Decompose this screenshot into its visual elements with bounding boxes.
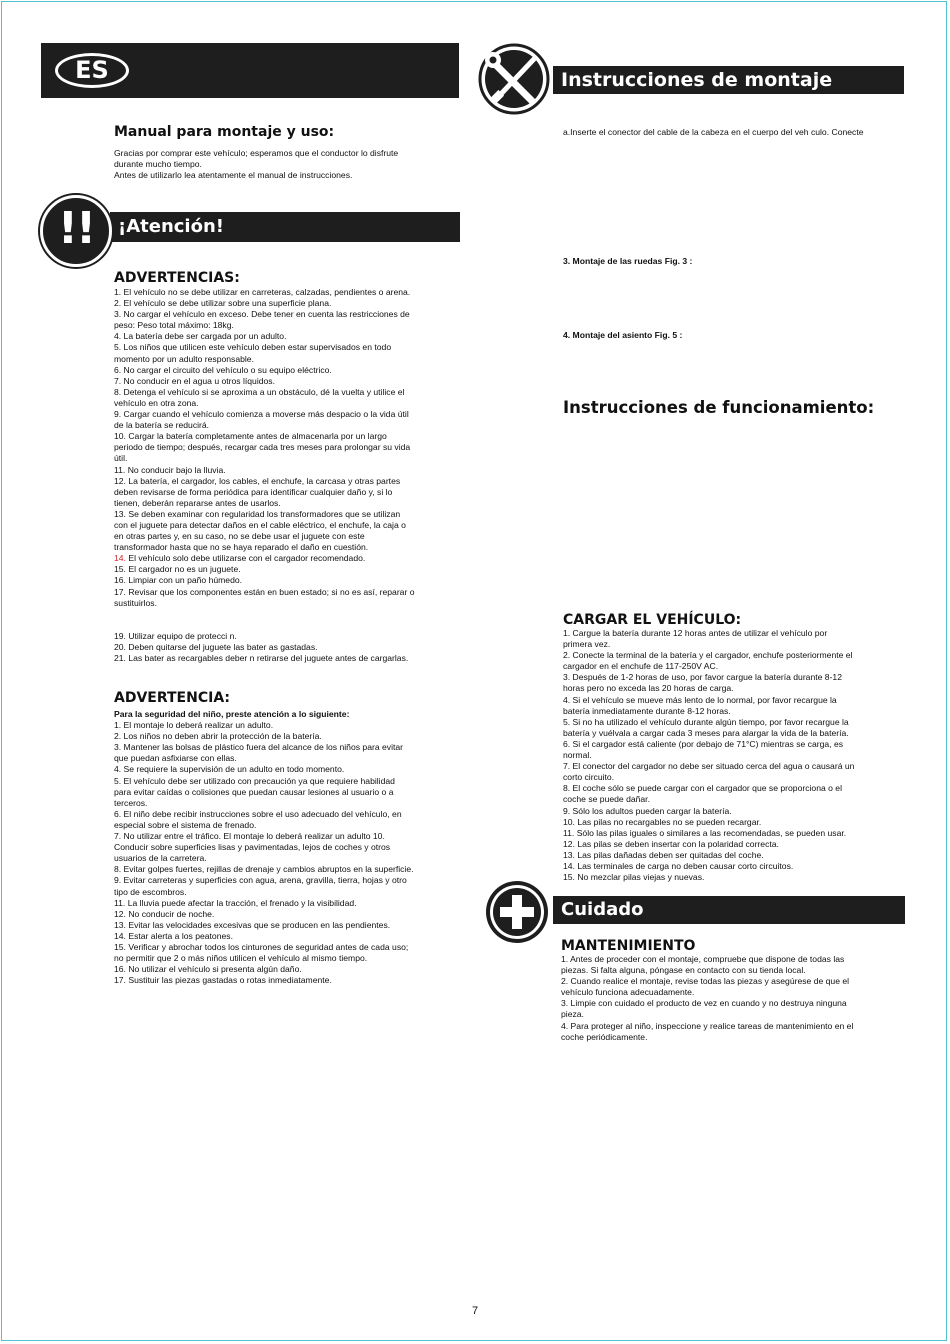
assembly-step-a: a.Inserte el conector del cable de la cabeza en el cuerpo del veh culo. Conecte — [563, 127, 864, 137]
list-item: 13. Evitar las velocidades excesivas que se producen en las pendientes. — [114, 919, 391, 930]
list-item: 3. Mantener las bolsas de plástico fuera del alcance de los niños para evitar — [114, 742, 404, 753]
list-item: 9. Sólo los adultos pueden cargar la batería. — [563, 805, 732, 816]
charging-list — [563, 628, 854, 883]
intro-line: Antes de utilizarlo lea atentamente el manual de instrucciones. — [114, 170, 353, 181]
list-item: 3. No cargar el vehículo en exceso. Debe tener en cuenta las restricciones de — [114, 309, 410, 320]
list-item: 8. Detenga el vehículo si se aproxima a un obstáculo, dé la vuelta y utilice el — [114, 386, 405, 397]
list-item: 6. No cargar el circuito del vehículo o su equipo eléctrico. — [114, 364, 332, 375]
list-item: 8. Evitar golpes fuertes, rejillas de drenaje y cambios abruptos en la superficie. — [114, 864, 414, 875]
list-item: 14. Estar alerta a los peatones. — [114, 930, 233, 941]
list-item: 13. Se deben examinar con regularidad los transformadores que se utilizan — [114, 508, 401, 519]
list-item: 4. Para proteger al niño, inspeccione y realice tareas de mantenimiento en el — [561, 1020, 854, 1031]
tools-icon — [478, 43, 550, 115]
first-aid-cross-icon — [484, 879, 550, 945]
list-item: 8. El coche sólo se puede cargar con el cargador que se proporciona o el — [563, 783, 842, 794]
list-item: 21. Las bater as recargables deber n retirarse del juguete antes de cargarlas. — [114, 653, 409, 664]
care-header-bar — [553, 896, 905, 924]
assembly-step-wheels: 3. Montaje de las ruedas Fig. 3 : — [563, 256, 693, 266]
list-item: 5. El vehículo debe ser utilizado con precaución ya que requiere habilidad — [114, 775, 395, 786]
list-item: transformador hasta que no se haya reparado el daño en cuestión. — [114, 542, 369, 553]
advertencia-heading: ADVERTENCIA: — [114, 690, 231, 706]
language-badge: ES — [55, 53, 129, 88]
assembly-title: Instrucciones de montaje — [561, 69, 833, 91]
list-item: 12. Las pilas se deben insertar con la polaridad correcta. — [563, 838, 779, 849]
list-item: 3. Después de 1-2 horas de uso, por favor cargue la batería durante 8-12 — [563, 672, 842, 683]
assembly-step-seat: 4. Montaje del asiento Fig. 5 : — [563, 330, 683, 340]
list-item: 5. Si no ha utilizado el vehículo durante algún tiempo, por favor recargue la — [563, 716, 849, 727]
list-item: 11. Sólo las pilas iguales o similares a las recomendadas, se pueden usar. — [563, 827, 847, 838]
intro-line: Gracias por comprar este vehículo; esperamos que el conductor lo disfrute — [114, 148, 399, 158]
list-item: 2. Cuando realice el montaje, revise todas las piezas y asegúrese de que el — [561, 976, 850, 987]
page-number: 7 — [471, 1305, 479, 1317]
list-item: 5. Los niños que utilicen este vehículo deben estar supervisados en todo — [114, 342, 392, 353]
care-title: Cuidado — [561, 899, 644, 920]
list-item: 4. Se requiere la supervisión de un adulto en todo momento. — [114, 764, 345, 775]
list-item: 2. El vehículo se debe utilizar sobre una superficie plana. — [114, 298, 332, 309]
list-item: 3. Limpie con cuidado el producto de vez en cuando y no destruya ninguna — [561, 998, 847, 1009]
list-item: que puedan asfixiarse con ellas. — [114, 753, 237, 764]
maintenance-heading: MANTENIMIENTO — [561, 938, 696, 954]
list-item: sustituirlos. — [114, 597, 157, 608]
list-item: de la batería se reducirá. — [114, 420, 210, 431]
list-item: tipo de escombros. — [114, 886, 187, 897]
operation-heading: Instrucciones de funcionamiento: — [563, 398, 875, 417]
list-item: 1. Cargue la batería durante 12 horas antes de utilizar el vehículo por — [563, 628, 828, 638]
charging-heading: CARGAR EL VEHÍCULO: — [563, 612, 742, 628]
advertencias-list — [114, 287, 415, 609]
list-item: 16. Limpiar con un paño húmedo. — [114, 575, 243, 586]
list-item: vehículo en otra zona. — [114, 397, 199, 408]
list-item: 14. Las terminales de carga no deben causar corto circuitos. — [563, 860, 794, 871]
list-item: 16. No utilizar el vehículo si presenta algún daño. — [114, 964, 302, 975]
manual-heading: Manual para montaje y uso: — [114, 124, 335, 140]
list-item: 10. Las pilas no recargables no se pueden recargar. — [563, 816, 762, 827]
list-item: 7. El conector del cargador no debe ser situado cerca del agua o causará un — [563, 761, 855, 772]
list-item: 20. Deben quitarse del juguete las bater as gastadas. — [114, 642, 318, 653]
advertencia-subheading: Para la seguridad del niño, preste atención a lo siguiente: — [114, 709, 350, 719]
list-item: batería y vuélvala a cargar cada 3 meses para alargar la vida de la batería. — [563, 727, 849, 738]
language-header-bar — [41, 43, 459, 98]
list-item: peso: Peso total máximo: 18kg. — [114, 320, 234, 331]
warning-exclamation-icon: !! — [40, 195, 112, 267]
advertencias-extra-list — [114, 631, 408, 664]
item-14-text: El vehículo solo debe utilizarse con el cargador recomendado. — [125, 553, 366, 564]
list-item: deben revisarse de forma periódica para identificar cualquier daño y, si lo — [114, 486, 393, 497]
list-item: 7. No conducir en el agua u otros líquidos. — [114, 375, 275, 386]
advertencias-heading: ADVERTENCIAS: — [114, 270, 240, 286]
list-item: 1. El montaje lo deberá realizar un adulto. — [114, 720, 274, 731]
list-item: pieza. — [561, 1009, 584, 1020]
list-item: Conducir sobre superficies lisas y pavimentadas, lejos de coches y otros — [114, 842, 391, 853]
list-item: 1. Antes de proceder con el montaje, compruebe que dispone de todas las — [561, 954, 845, 964]
list-item: usuarios de la carretera. — [114, 853, 207, 864]
intro-line: durante mucho tiempo. — [114, 159, 202, 170]
list-item: especial sobre el sistema de frenado. — [114, 819, 257, 830]
list-item: 4. Si el vehículo se mueve más lento de lo normal, por favor recargue la — [563, 694, 837, 705]
list-item: coche se puede dañar. — [563, 794, 650, 805]
list-item: 7. No utilizar entre el tráfico. El montaje lo deberá realizar un adulto 10. — [114, 831, 385, 842]
list-item: horas pero no exceda las 20 horas de carga. — [563, 683, 734, 694]
list-item: 15. El cargador no es un juguete. — [114, 564, 241, 575]
list-item: normal. — [563, 750, 592, 761]
list-item: 12. No conducir de noche. — [114, 908, 215, 919]
list-item: 9. Cargar cuando el vehículo comienza a moverse más despacio o la vida útil — [114, 409, 409, 420]
list-item: 6. El niño debe recibir instrucciones sobre el uso adecuado del vehículo, en — [114, 808, 402, 819]
list-item: no permitir que 2 o más niños utilicen el vehículo al mismo tiempo. — [114, 953, 368, 964]
list-item: corto circuito. — [563, 772, 615, 783]
list-item: con el juguete para detectar daños en el cable eléctrico, el enchufe, la caja o — [114, 519, 406, 530]
manual-intro — [114, 148, 398, 181]
list-item: 19. Utilizar equipo de protecci n. — [114, 631, 237, 641]
list-item: terceros. — [114, 797, 148, 808]
attention-title: ¡Atención! — [118, 216, 224, 237]
list-item: 12. La batería, el cargador, los cables, el enchufe, la carcasa y otras partes — [114, 475, 401, 486]
maintenance-list — [561, 954, 853, 1043]
list-item: 13. Las pilas dañadas deben ser quitadas del coche. — [563, 849, 764, 860]
list-item: 9. Evitar carreteras y superficies con agua, arena, gravilla, tierra, hojas y otro — [114, 875, 407, 886]
list-item: cargador en el enchufe de 117-250V AC. — [563, 661, 719, 672]
list-item: periodo de tiempo; después, recargar cada tres meses para prolongar su vida — [114, 442, 411, 453]
advertencia-list — [114, 709, 414, 986]
list-item: 10. Cargar la batería completamente antes de almacenarla por un largo — [114, 431, 387, 442]
list-item: momento por un adulto responsable. — [114, 353, 254, 364]
list-item: 17. Sustituir las piezas gastadas o rotas inmediatamente. — [114, 975, 332, 986]
list-item: 11. La lluvia puede afectar la tracción, el frenado y la visibilidad. — [114, 897, 357, 908]
list-item: 15. No mezclar pilas viejas y nuevas. — [563, 872, 705, 883]
list-item: primera vez. — [563, 639, 611, 650]
list-item: 11. No conducir bajo la lluvia. — [114, 464, 226, 475]
list-item: coche periódicamente. — [561, 1031, 648, 1042]
list-item: 6. Si el cargador está caliente (por debajo de 71°C) mientras se carga, es — [563, 738, 844, 749]
list-item: útil. — [114, 453, 128, 464]
item-14-number: 14. — [114, 553, 126, 564]
list-item: para evitar caídas o colisiones que puedan causar lesiones al usuario o a — [114, 786, 394, 797]
list-item: 17. Revisar que los componentes están en buen estado; si no es así, reparar o — [114, 586, 415, 597]
list-item: batería inmediatamente durante 8-12 horas. — [563, 705, 731, 716]
list-item: en otras partes y, en su caso, no se debe usar el juguete con este — [114, 531, 365, 542]
list-item — [114, 553, 415, 564]
list-item: 15. Verificar y abrochar todos los cinturones de seguridad antes de cada uso; — [114, 941, 409, 952]
list-item: vehículo funciona adecuadamente. — [561, 987, 695, 998]
list-item: tienen, deberán repararse antes de usarlos. — [114, 497, 281, 508]
attention-header-bar — [110, 212, 460, 242]
list-item: 2. Conecte la terminal de la batería y el cargador, enchufe posteriormente el — [563, 650, 853, 661]
list-item: 2. Los niños no deben abrir la protección de la batería. — [114, 731, 322, 742]
list-item: 4. La batería debe ser cargada por un adulto. — [114, 331, 287, 342]
list-item: piezas. Si falta alguna, póngase en contacto con su tienda local. — [561, 965, 806, 976]
assembly-header-bar — [553, 66, 904, 94]
list-item: 1. El vehículo no se debe utilizar en carreteras, calzadas, pendientes o arena. — [114, 287, 411, 297]
